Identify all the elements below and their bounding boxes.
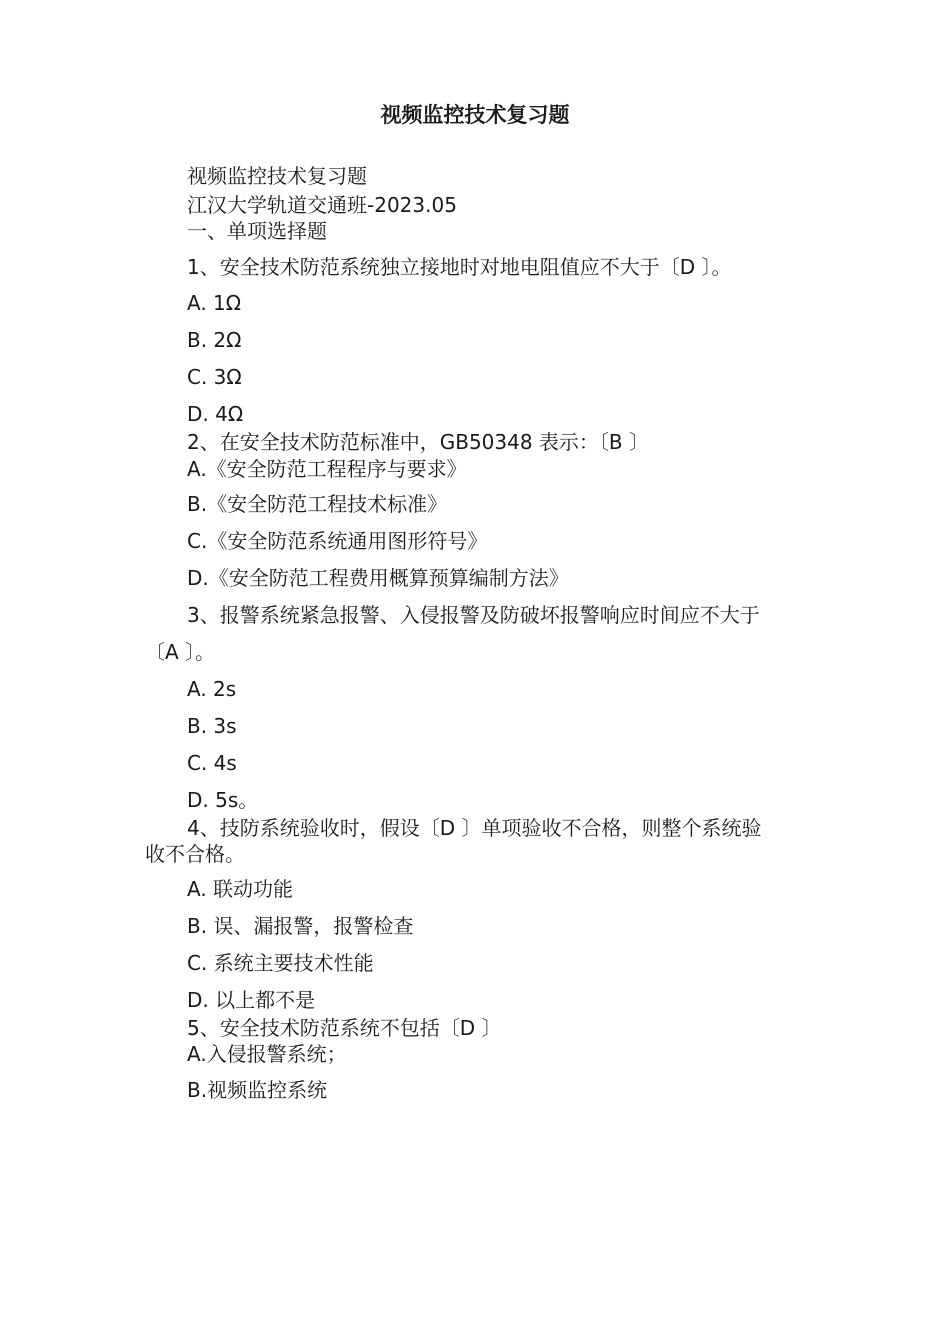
question-1-option-a: A. 1Ω — [187, 291, 242, 315]
question-1-option-d: D. 4Ω — [187, 402, 244, 426]
question-4-option-a: A. 联动功能 — [187, 877, 294, 901]
question-4-option-d: D. 以上都不是 — [187, 988, 316, 1012]
question-5-stem: 5、安全技术防范系统不包括〔D 〕 — [187, 1016, 502, 1040]
document-title: 视频监控技术复习题 — [380, 103, 570, 127]
question-3-stem: 3、报警系统紧急报警、入侵报警及防破坏报警响应时间应不大于 — [187, 603, 760, 627]
question-4-option-b: B. 误、漏报警，报警检查 — [187, 914, 414, 938]
question-3-option-d: D. 5s。 — [187, 788, 259, 812]
question-2-stem: 2、在安全技术防范标准中，GB50348 表示：〔B 〕 — [187, 430, 650, 454]
question-1-option-c: C. 3Ω — [187, 365, 242, 389]
question-2-option-c: C.《安全防范系统通用图形符号》 — [187, 529, 488, 553]
question-1-stem: 1、安全技术防范系统独立接地时对地电阻值应不大于〔D 〕。 — [187, 255, 732, 279]
question-3-option-c: C. 4s — [187, 751, 237, 775]
question-5-option-a: A.入侵报警系统； — [187, 1042, 347, 1066]
question-4-option-c: C. 系统主要技术性能 — [187, 951, 374, 975]
question-1-option-b: B. 2Ω — [187, 328, 242, 352]
question-3-option-a: A. 2s — [187, 677, 237, 701]
question-3-option-b: B. 3s — [187, 714, 237, 738]
question-2-option-b: B.《安全防范工程技术标准》 — [187, 492, 448, 516]
question-4-stem: 4、技防系统验收时，假设〔D 〕单项验收不合格，则整个系统验 — [187, 816, 762, 840]
class-info: 江汉大学轨道交通班-2023.05 — [187, 193, 457, 217]
question-2-option-d: D.《安全防范工程费用概算预算编制方法》 — [187, 566, 569, 590]
question-3-stem-continued: 〔A 〕。 — [145, 640, 216, 664]
question-2-option-a: A.《安全防范工程程序与要求》 — [187, 457, 467, 481]
document-subtitle: 视频监控技术复习题 — [187, 164, 367, 188]
question-4-stem-continued: 收不合格。 — [145, 842, 245, 866]
question-5-option-b: B.视频监控系统 — [187, 1078, 328, 1102]
section-heading: 一、单项选择题 — [187, 219, 327, 243]
